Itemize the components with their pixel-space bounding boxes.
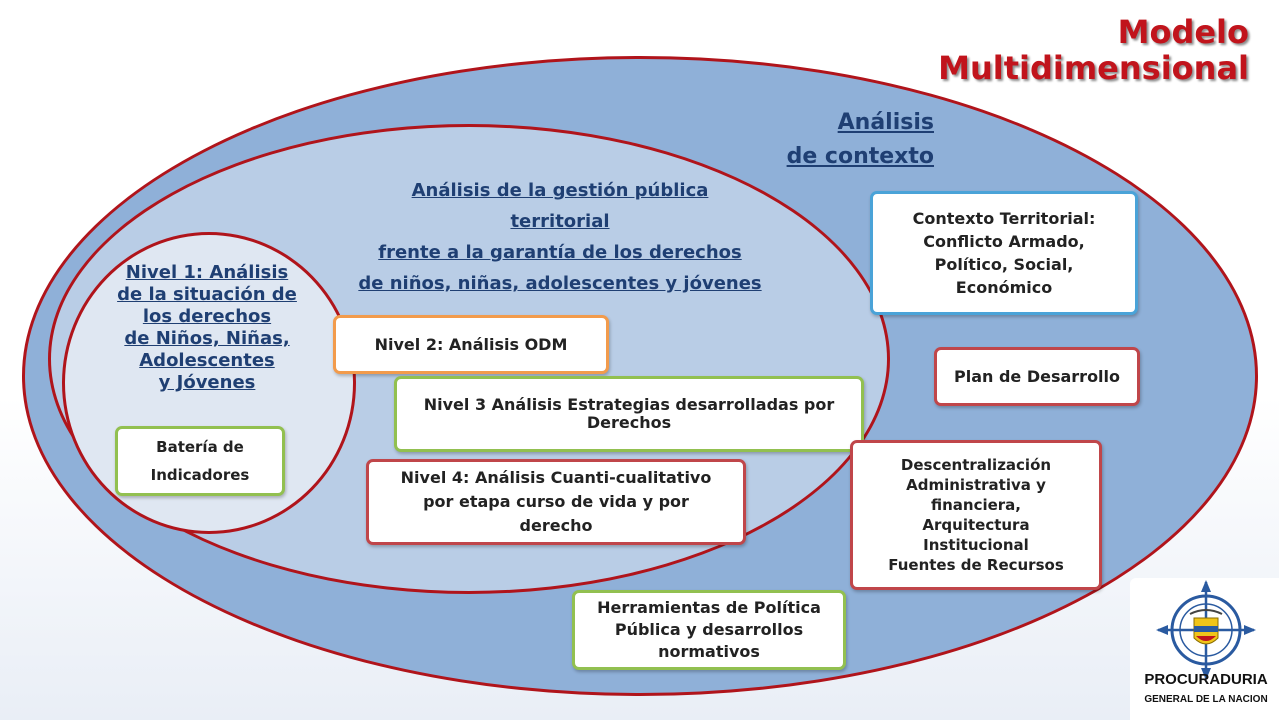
title-line-1: Modelo	[1117, 13, 1249, 51]
nivel1-line-1: Nivel 1: Análisis	[125, 262, 289, 283]
title-line-2: Multidimensional	[938, 49, 1249, 87]
logo-line-1: PROCURADURIA	[1144, 671, 1268, 688]
nivel4-line-3: derecho	[519, 516, 593, 535]
plan-text: Plan de Desarrollo	[953, 366, 1121, 386]
nivel1-heading	[92, 262, 322, 394]
nivel4-line-1: Nivel 4: Análisis Cuanti-cualitativo	[400, 468, 712, 487]
gestion-line-1: Análisis de la gestión pública	[411, 180, 709, 201]
slide-title	[938, 14, 1249, 86]
descentralizacion-line-6: Fuentes de Recursos	[888, 556, 1064, 574]
gestion-line-4: de niños, niñas, adolescentes y jóvenes	[358, 273, 762, 294]
nivel1-line-4: de Niños, Niñas,	[124, 328, 290, 349]
nivel1-line-6: y Jóvenes	[158, 372, 256, 393]
descentralizacion-line-4: Arquitectura	[922, 516, 1030, 534]
nivel4-line-2: por etapa curso de vida y por	[423, 492, 689, 511]
gestion-heading	[330, 175, 790, 299]
nivel1-line-3: los derechos	[142, 306, 272, 327]
descentralizacion-line-2: Administrativa y	[906, 476, 1046, 494]
contexto-territorial-line-2: Conflicto Armado,	[923, 232, 1085, 251]
procuraduria-emblem-icon	[1130, 578, 1279, 720]
bateria-line-1: Batería de	[156, 438, 244, 456]
bateria-line-2: Indicadores	[150, 466, 250, 484]
gestion-line-2: territorial	[510, 211, 610, 232]
logo-line-2: GENERAL DE LA NACION	[1144, 694, 1268, 705]
nivel3-line-2: Derechos	[586, 413, 672, 432]
nivel2-box	[333, 315, 609, 374]
contexto-territorial-line-3: Político, Social,	[934, 255, 1074, 274]
descentralizacion-line-1: Descentralización	[900, 456, 1052, 474]
nivel1-line-5: Adolescentes	[139, 350, 275, 371]
gestion-line-3: frente a la garantía de los derechos	[378, 242, 742, 263]
nivel2-text: Nivel 2: Análisis ODM	[374, 334, 568, 354]
contexto-territorial-box	[870, 191, 1138, 315]
bateria-indicadores-box	[115, 426, 285, 496]
contexto-heading	[787, 106, 934, 174]
herramientas-line-2: Pública y desarrollos	[614, 620, 804, 639]
nivel4-box	[366, 459, 746, 545]
contexto-line-2: de contexto	[786, 144, 934, 169]
herramientas-box	[572, 590, 846, 670]
descentralizacion-line-3: financiera,	[930, 496, 1022, 514]
descentralizacion-box	[850, 440, 1102, 590]
contexto-line-1: Análisis	[837, 110, 934, 135]
herramientas-line-3: normativos	[658, 642, 760, 661]
nivel3-box	[394, 376, 864, 452]
plan-desarrollo-box	[934, 347, 1140, 406]
procuraduria-logo	[1130, 578, 1279, 720]
descentralizacion-line-5: Institucional	[923, 536, 1029, 554]
nivel3-line-1: Nivel 3 Análisis Estrategias desarrolladas por	[423, 395, 835, 414]
nivel1-line-2: de la situación de	[117, 284, 297, 305]
contexto-territorial-line-4: Económico	[955, 278, 1053, 297]
herramientas-line-1: Herramientas de Política	[597, 598, 821, 617]
contexto-territorial-line-1: Contexto Territorial:	[912, 209, 1096, 228]
